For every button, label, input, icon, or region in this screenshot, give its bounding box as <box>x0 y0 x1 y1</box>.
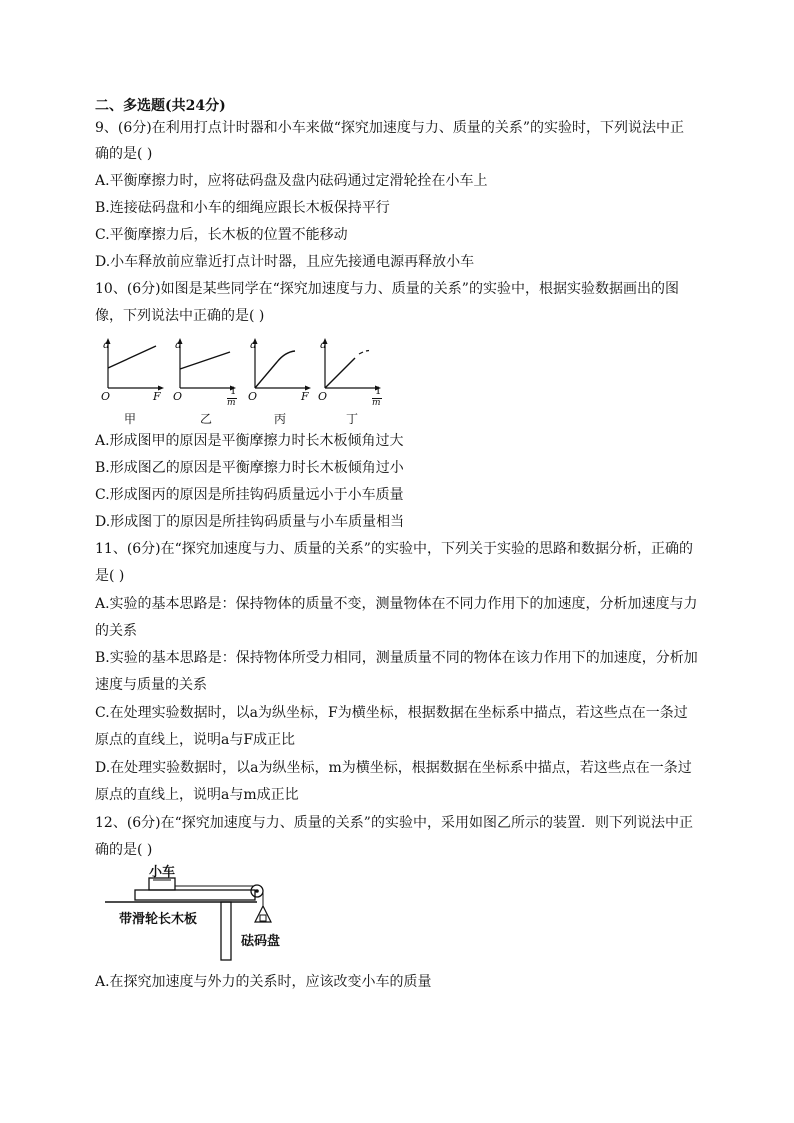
graph-jia-plot <box>100 338 170 398</box>
graph-bing-origin: O <box>248 390 258 403</box>
graph-yi-xlabel-den: m <box>227 398 236 408</box>
graph-yi-origin: O <box>173 390 183 403</box>
q11-option-b-line2: 速度与质量的关系 <box>95 677 207 693</box>
apparatus-figure <box>105 866 285 961</box>
graph-ding-dash <box>366 351 369 352</box>
q11-option-d-line2: 原点的直线上，说明a与m成正比 <box>95 787 299 803</box>
q10-stem-line1: 10、(6分)如图是某些同学在“探究加速度与力、质量的关系”的实验中，根据实验数据画出的图 <box>95 281 679 297</box>
graph-bing-name: 丙 <box>274 412 287 426</box>
q9-option-d: D.小车释放前应靠近打点计时器，且应先接通电源再释放小车 <box>95 254 475 270</box>
section-title: 二、多选题(共24分) <box>95 98 226 114</box>
q12-stem-line1: 12、(6分)在“探究加速度与力、质量的关系”的实验中，采用如图乙所示的装置．则下列说法中正 <box>95 815 693 831</box>
graph-yi-line <box>180 352 230 369</box>
graph-jia-xlabel: F <box>153 390 161 403</box>
graph-ding-ylabel: a <box>320 338 327 351</box>
graph-ding-origin: O <box>318 390 328 403</box>
graph-ding-xlabel-num: 1 <box>375 386 382 397</box>
q11-option-c-line2: 原点的直线上，说明a与F成正比 <box>95 732 296 748</box>
graph-bing-curve <box>255 351 295 388</box>
graph-ding-name: 丁 <box>346 412 359 426</box>
label-board: 带滑轮长木板 <box>119 912 198 927</box>
graph-yi-xlabel-num: 1 <box>230 386 237 397</box>
q10-option-a: A.形成图甲的原因是平衡摩擦力时长木板倾角过大 <box>95 433 404 449</box>
q9-option-a: A.平衡摩擦力时，应将砝码盘及盘内砝码通过定滑轮拴在小车上 <box>95 173 488 189</box>
graph-jia-origin: O <box>101 390 111 403</box>
label-pan: 砝码盘 <box>241 934 281 949</box>
q9-stem-line2: 确的是( ) <box>95 146 153 162</box>
q12-stem-line2: 确的是( ) <box>95 842 153 858</box>
graph-jia-ylabel: a <box>103 338 110 351</box>
q10-option-b: B.形成图乙的原因是平衡摩擦力时长木板倾角过小 <box>95 460 404 476</box>
graph-ding-line <box>325 358 355 388</box>
graph-bing-ylabel: a <box>250 338 257 351</box>
q10-option-d: D.形成图丁的原因是所挂钩码质量与小车质量相当 <box>95 514 405 530</box>
graph-yi-ylabel: a <box>175 338 182 351</box>
label-car: 小车 <box>149 865 176 880</box>
q12-option-a: A.在探究加速度与外力的关系时，应该改变小车的质量 <box>95 974 432 990</box>
graph-ding-xlabel-den: m <box>372 398 381 408</box>
q11-stem-line1: 11、(6分)在“探究加速度与力、质量的关系”的实验中，下列关于实验的思路和数据分析，正确的 <box>95 541 693 557</box>
graph-jia-name: 甲 <box>124 412 137 426</box>
graph-ding-dash <box>359 352 363 354</box>
q11-stem-line2: 是( ) <box>95 568 125 584</box>
q11-option-b-line1: B.实验的基本思路是：保持物体所受力相同，测量质量不同的物体在该力作用下的加速度，分析加 <box>95 650 698 666</box>
graph-bing-xlabel: F <box>301 390 309 403</box>
q11-option-c-line1: C.在处理实验数据时，以a为纵坐标，F为横坐标，根据数据在坐标系中描点，若这些点在一条过 <box>95 705 688 721</box>
graph-yi-name: 乙 <box>200 412 213 426</box>
q10-stem-line2: 像，下列说法中正确的是( ) <box>95 308 265 324</box>
q11-option-a-line1: A.实验的基本思路是：保持物体的质量不变，测量物体在不同力作用下的加速度，分析加速度与力 <box>95 596 698 612</box>
q9-option-b: B.连接砝码盘和小车的细绳应跟长木板保持平行 <box>95 200 390 216</box>
graph-jia-line <box>108 346 156 368</box>
q11-option-a-line2: 的关系 <box>95 623 137 639</box>
weight-pan <box>255 906 271 922</box>
q9-option-c: C.平衡摩擦力后，长木板的位置不能移动 <box>95 227 348 243</box>
q9-stem-line1: 9、(6分)在利用打点计时器和小车来做“探究加速度与力、质量的关系”的实验时，下列说法中正 <box>95 120 685 136</box>
graph-bing-plot <box>247 338 317 398</box>
q11-option-d-line1: D.在处理实验数据时，以a为纵坐标，m为横坐标，根据数据在坐标系中描点，若这些点在一条过 <box>95 760 692 776</box>
q10-option-c: C.形成图丙的原因是所挂钩码质量远小于小车质量 <box>95 487 404 503</box>
